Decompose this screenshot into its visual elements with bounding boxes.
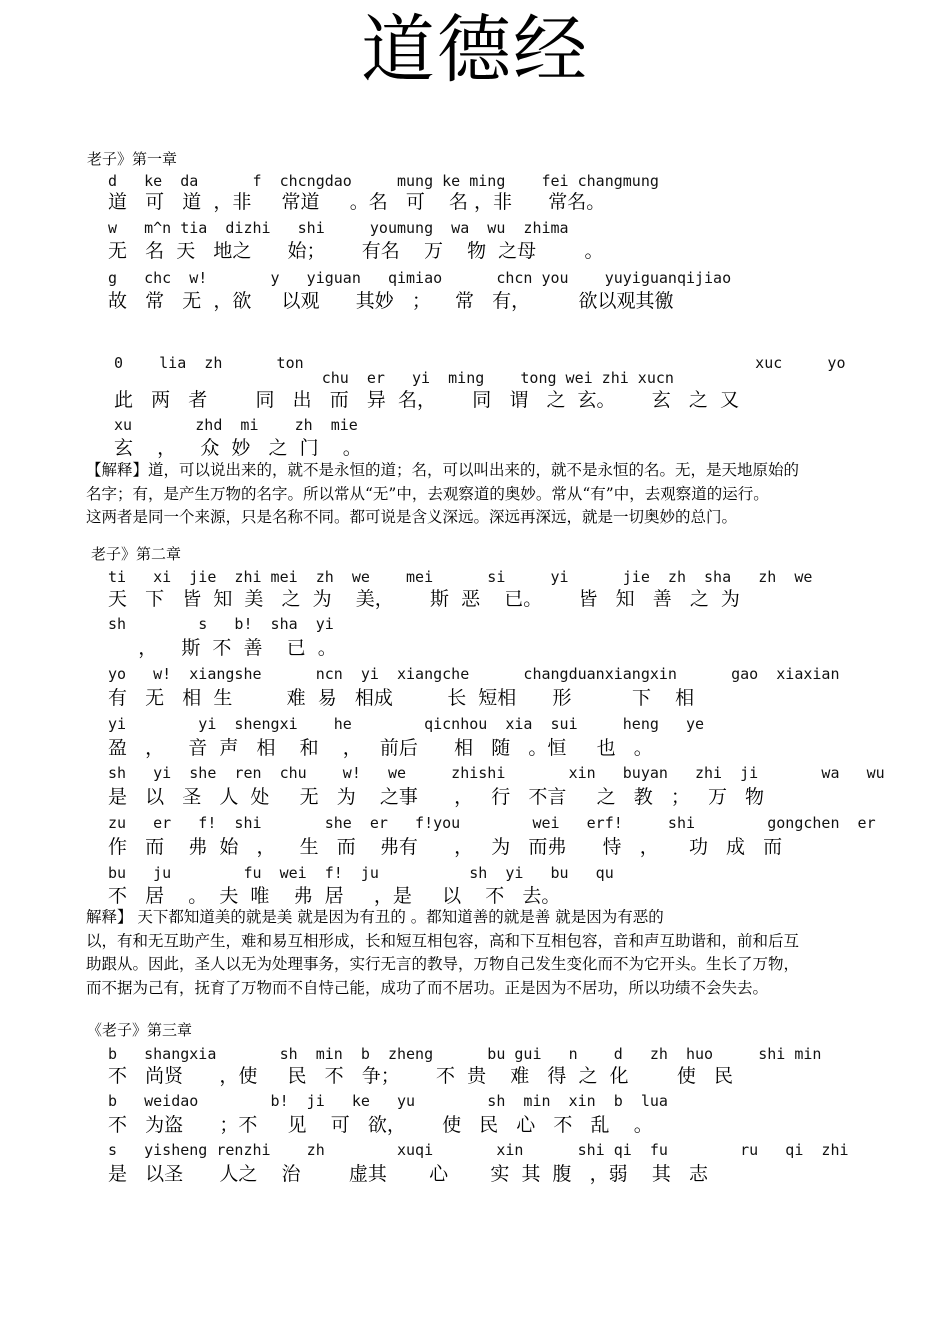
pinyin-line: b weidao b! ji ke yu sh min xin b lua [108,1092,668,1110]
hanzi-line: 盈 ， 音 声 相 和 ， 前后 相 随 。恒 也 。 [108,737,653,759]
explanation-line: 这两者是同一个来源，只是名称不同。都可说是含义深远。深远再深远，就是一切奥妙的总门。 [86,508,738,526]
hanzi-line: 无 名 天 地之 始； 有名 万 物 之母 。 [108,240,604,262]
chapter-1-explanation [86,459,886,530]
pinyin-line: yi yi shengxi he qicnhou xia sui heng ye [108,715,705,733]
hanzi-line: 故 常 无 ，欲 以观 其妙 ； 常 有， 欲以观其徼 [108,290,674,312]
explanation-line: 以，有和无互助产生，难和易互相形成，长和短互相包容，高和下互相包容，音和声互助谐和，前和后互 [86,931,800,950]
hanzi-line: 不 为盗 ；不 见 可 欲， 使 民 心 不 乱 。 [108,1114,653,1136]
pinyin-line: ti xi jie zhi mei zh we mei si yi jie zh sha zh we [108,568,813,586]
hanzi-line: 玄 ， 众 妙 之 门 。 [114,437,362,459]
explanation-line: 解释】 天下都知道美的就是美 就是因为有丑的 。都知道善的就是善 就是因为有恶的 [86,908,664,926]
pinyin-line: 0 lia zh ton xuc yo [114,354,846,372]
explanation-line: 名字；有，是产生万物的名字。所以常从“无”中，去观察道的奥妙。常从“有”中，去观察道的运行。 [86,484,769,503]
chapter-1-heading: 老子》第一章 [87,150,178,168]
pinyin-line: b shangxia sh min b zheng bu gui n d zh huo shi min [108,1045,822,1063]
pinyin-line: g chc w! y yiguan qimiao chcn you yuyiguanqijiao [108,269,732,287]
hanzi-line: 作 而 弗 始 ， 生 而 弗有 ， 为 而弗 恃 ， 功 成 而 [108,836,783,858]
explanation-line: 【解释】道，可以说出来的，就不是永恒的道；名，可以叫出来的，就不是永恒的名。无，是天地原始的 [86,461,800,479]
chapter-2-heading: 老子》第二章 [91,545,182,563]
pinyin-line: xu zhd mi zh mie [114,416,358,434]
pinyin-line: zu er f! shi she er f!you wei erf! shi gongchen er [108,814,876,832]
pinyin-line: w m^n tia dizhi shi youmung wa wu zhima [108,219,569,237]
hanzi-line: 有 无 相 生 难 易 相成 长 短相 形 下 相 [108,687,695,709]
pinyin-line: sh s b! sha yi [108,615,334,633]
explanation-line: 助跟从。因此，圣人以无为处理事务，实行无言的教导，万物自己发生变化而不为它开头。生长了万物， [86,955,800,973]
hanzi-line: ， 斯 不 善 已 。 [108,637,337,659]
pinyin-line: bu ju fu wei f! ju sh yi bu qu [108,864,614,882]
hanzi-line: 此 两 者 同 出 而 异 名， 同 谓 之 玄。 玄 之 又 [114,389,739,411]
chapter-2-explanation [86,906,886,1000]
hanzi-line: 是 以 圣 人 处 无 为 之事 ， 行 不言 之 教 ； 万 物 [108,786,765,808]
page-title: 道德经 [361,7,589,93]
pinyin-line: yo w! xiangshe ncn yi xiangche changduanxiangxin gao xiaxian [108,665,840,683]
pinyin-line: d ke da f chcngdao mung ke ming fei changmung [108,172,659,190]
chapter-3-heading: 《老子》第三章 [87,1021,193,1039]
pinyin-line: sh yi she ren chu w! we zhishi xin buyan zhi ji wa wu [108,764,885,782]
pinyin-line: s yisheng renzhi zh xuqi xin shi qi fu ru qi zhi [108,1141,849,1159]
hanzi-line: 天 下 皆 知 美 之 为 美， 斯 恶 已。 皆 知 善 之 为 [108,588,740,610]
pinyin-line: chu er yi ming tong wei zhi xucn [114,369,674,387]
hanzi-line: 不 尚贤 ，使 民 不 争； 不 贵 难 得 之 化 使 民 [108,1065,733,1087]
hanzi-line: 是 以圣 人之 治 虚其 心 实 其 腹 ，弱 其 志 [108,1163,708,1185]
explanation-line: 而不据为己有，抚育了万物而不自恃己能，成功了而不居功。正是因为不居功，所以功绩不会失去。 [86,978,769,997]
hanzi-line: 道 可 道 ，非 常道 。名 可 名 ，非 常名。 [108,191,606,213]
hanzi-line: 不 居 。 夫 唯 弗 居 ，是 以 不 去。 [108,885,561,907]
